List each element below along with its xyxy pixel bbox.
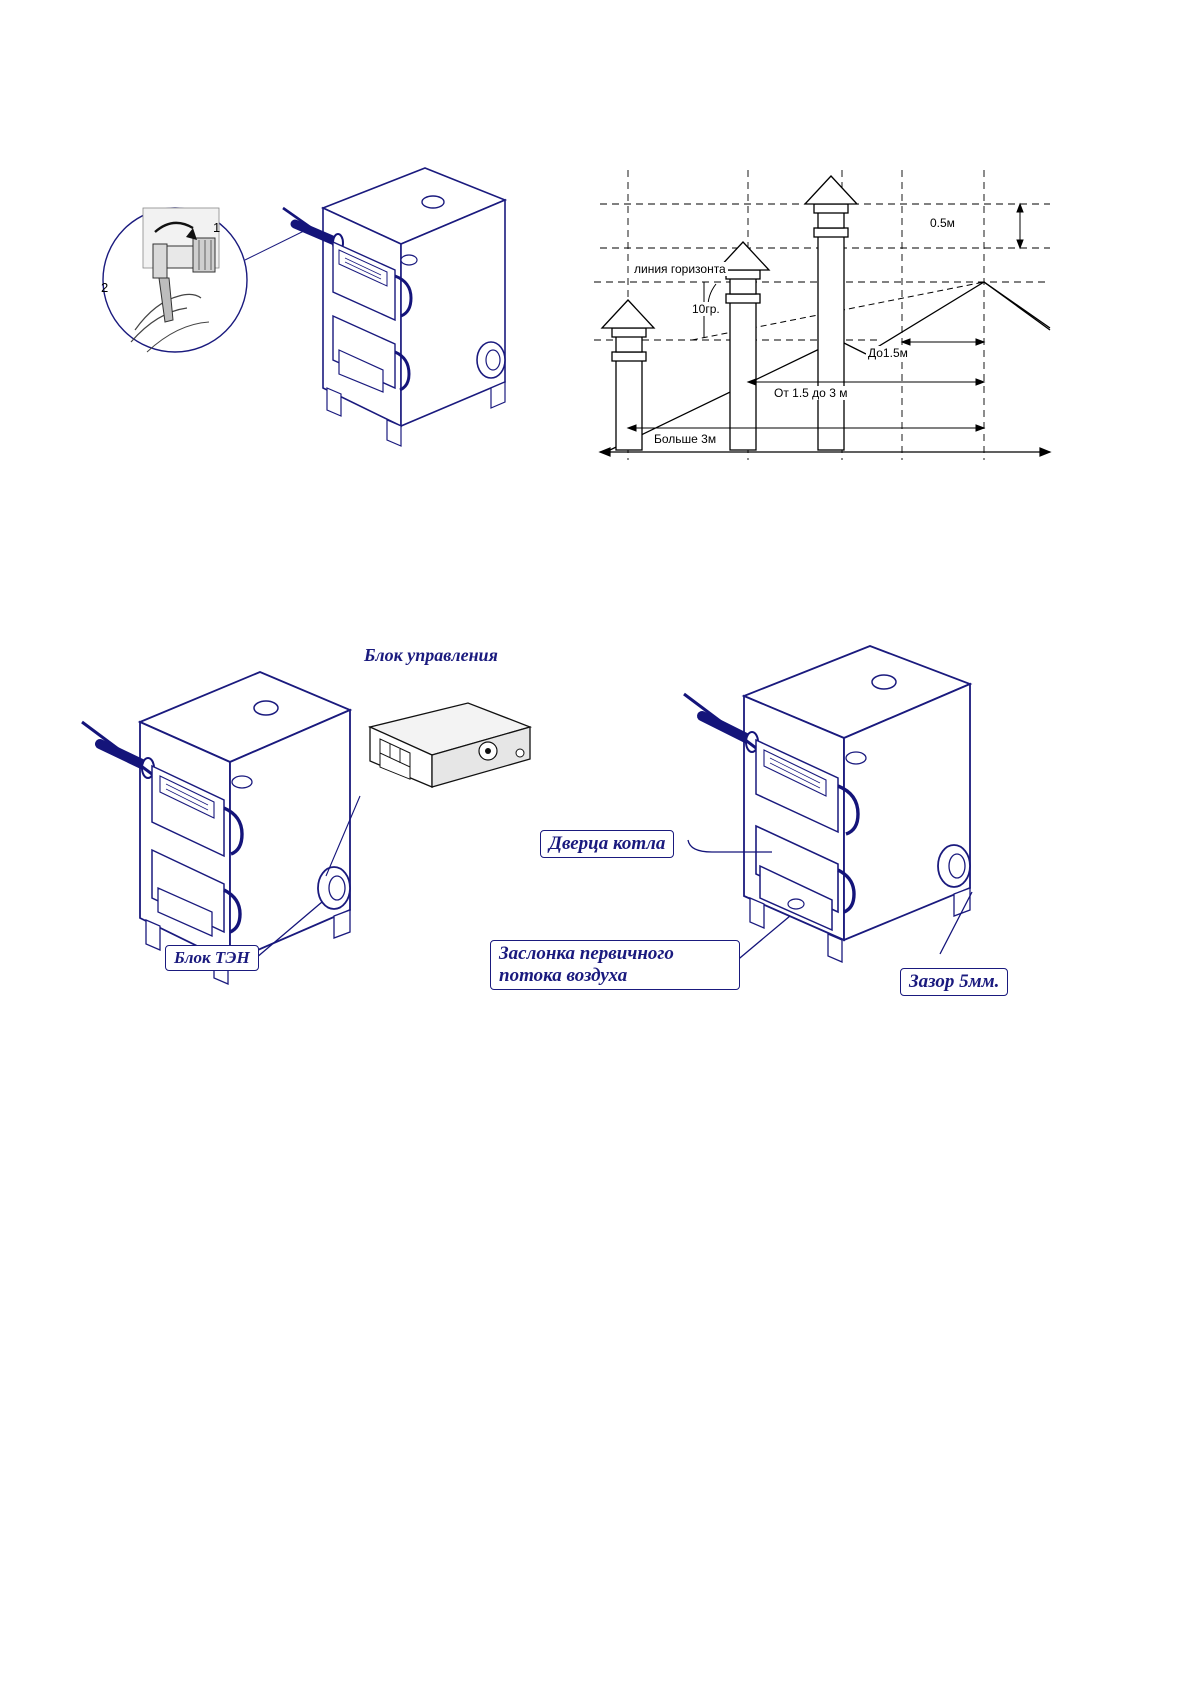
caption-boiler-door: Дверца котла (540, 830, 674, 858)
boiler-body-1 (283, 168, 505, 446)
label-1_5-to-3m: От 1.5 до 3 м (774, 386, 848, 400)
dimension-up-to-1_5m (902, 339, 984, 345)
label-angle-10: 10гр. (692, 302, 720, 316)
dimension-more-than-3m (628, 425, 984, 431)
caption-damper-line-2: потока воздуха (499, 964, 628, 986)
label-0_5m: 0.5м (930, 216, 955, 230)
figure-boiler-door-damper (499, 610, 1080, 1020)
figure-chimney-heights (580, 160, 1090, 480)
valve-boiler-drawing (95, 120, 555, 450)
label-more-than-3m: Больше 3м (654, 432, 717, 446)
figure-valve-and-boiler (95, 120, 555, 450)
label-up-to-1_5m: До1.5м (868, 346, 908, 360)
caption-gap-5mm: Зазор 5мм. (900, 968, 1008, 996)
caption-primary-air-damper (490, 940, 740, 990)
caption-control-block: Блок управления (364, 645, 498, 665)
dimension-0_5m (1017, 204, 1023, 248)
chimney-right (805, 176, 857, 450)
dimension-1_5-to-3m (748, 379, 984, 385)
boiler-body-2 (82, 672, 350, 984)
label-horizon-line: линия горизонта (634, 262, 726, 276)
caption-heating-element-block: Блок ТЭН (165, 945, 259, 971)
boiler-body-3 (684, 646, 970, 962)
valve-callout-2: 2 (101, 280, 109, 295)
caption-damper-line-1: Заслонка первичного (499, 943, 674, 964)
valve-callout-1: 1 (213, 220, 221, 235)
valve-detail-circle (101, 208, 247, 352)
